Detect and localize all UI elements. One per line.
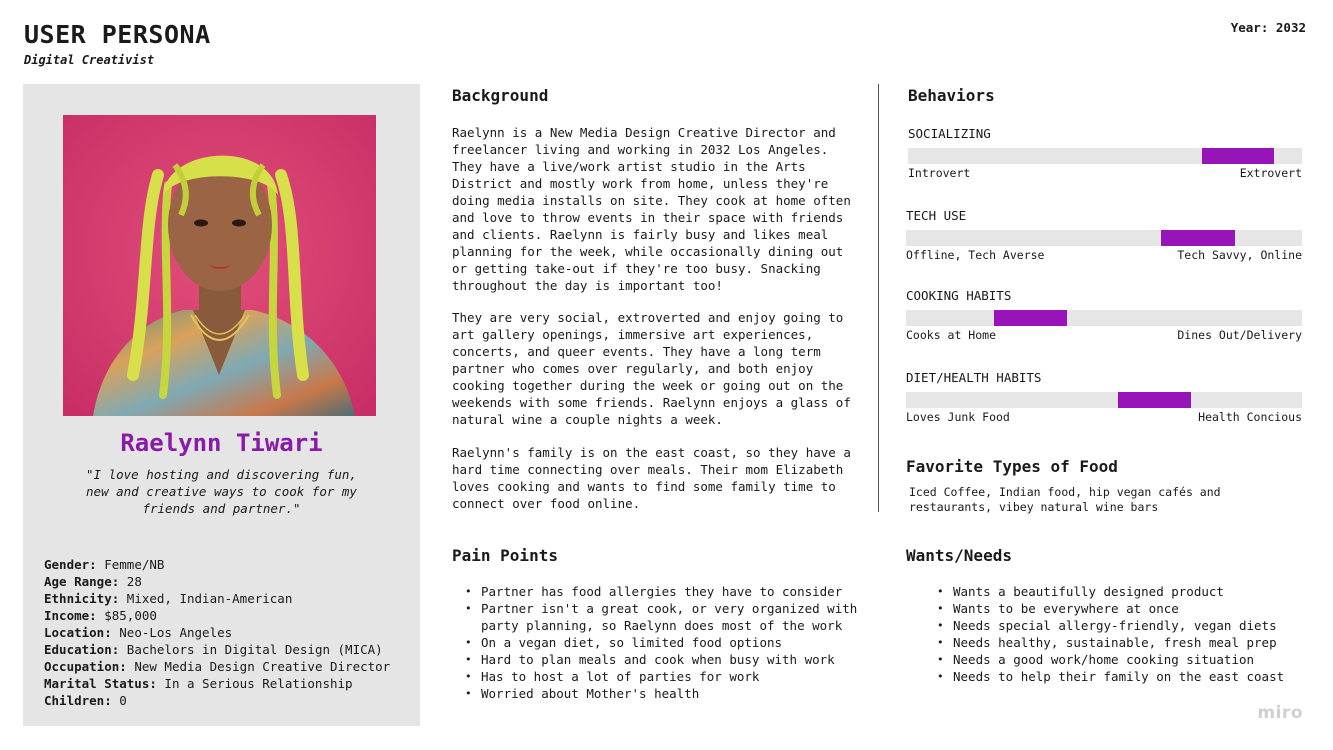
- profile-panel: [23, 84, 420, 726]
- wants-needs-list: [937, 583, 1317, 685]
- detail-label: Ethnicity:: [44, 591, 120, 606]
- detail-label: Location:: [44, 625, 112, 640]
- column-divider: [878, 84, 879, 512]
- behavior-left-label: Introvert: [908, 166, 971, 180]
- list-item: • Needs to help their family on the east coast: [937, 668, 1317, 685]
- behavior-diet-health-habits: [906, 370, 1302, 424]
- background-paragraph-3: Raelynn's family is on the east coast, so they have a hard time connecting over meals. Their mom Elizabeth loves cooking and wants to find some family time to connect over food online.: [452, 445, 851, 511]
- behavior-fill: [994, 310, 1067, 326]
- persona-photo: [63, 115, 376, 416]
- detail-row: [44, 692, 390, 709]
- list-item: • Has to host a lot of parties for work: [465, 668, 875, 685]
- detail-row: [44, 641, 390, 658]
- list-item: • Hard to plan meals and cook when busy with work: [465, 651, 875, 668]
- detail-row: [44, 556, 390, 573]
- detail-value: 0: [119, 693, 127, 708]
- detail-value: In a Serious Relationship: [164, 676, 353, 691]
- favorite-food-text: Iced Coffee, Indian food, hip vegan cafés and restaurants, vibey natural wine bars: [909, 485, 1221, 514]
- year-label: Year: 2032: [1230, 20, 1306, 35]
- behavior-tech-use: [906, 208, 1302, 262]
- detail-value: Femme/NB: [104, 557, 165, 572]
- wants-needs-heading: Wants/Needs: [906, 546, 1012, 565]
- detail-row: [44, 658, 390, 675]
- behavior-left-label: Cooks at Home: [906, 328, 997, 342]
- list-item: • Needs special allergy-friendly, vegan diets: [937, 617, 1317, 634]
- behavior-left-label: Offline, Tech Averse: [906, 248, 1045, 262]
- pain-points-list: [465, 583, 875, 702]
- favorite-food-heading: Favorite Types of Food: [906, 457, 1118, 476]
- persona-name: Raelynn Tiwari: [120, 429, 323, 457]
- list-item: • Wants to be everywhere at once: [937, 600, 1317, 617]
- behavior-right-label: Tech Savvy, Online: [1177, 248, 1302, 262]
- detail-value: 28: [126, 574, 142, 589]
- detail-value: Bachelors in Digital Design (MICA): [126, 642, 383, 657]
- detail-value: Mixed, Indian-American: [126, 591, 293, 606]
- list-item: • Wants a beautifully designed product: [937, 583, 1317, 600]
- list-item: • On a vegan diet, so limited food options: [465, 634, 875, 651]
- behavior-left-label: Loves Junk Food: [906, 410, 1010, 424]
- behavior-track: [906, 230, 1302, 246]
- behavior-track: [908, 148, 1302, 164]
- detail-value: New Media Design Creative Director: [134, 659, 391, 674]
- persona-portrait-image: [63, 115, 376, 416]
- background-heading: Background: [452, 86, 549, 105]
- detail-row: [44, 573, 390, 590]
- background-paragraph-2: They are very social, extroverted and enjoy going to art gallery openings, immersive art experiences, concerts, and queer events. They have a long term partner who comes over regularly, and both enjoy cooking together during the week or going out on the weekends with some friends. Raelynn enjoys a glass of natural wine a couple nights a week.: [452, 310, 851, 427]
- behavior-socializing: [908, 126, 1302, 180]
- behavior-label: TECH USE: [906, 208, 967, 223]
- behavior-right-label: Health Concious: [1198, 410, 1302, 424]
- detail-label: Marital Status:: [44, 676, 157, 691]
- behavior-label: DIET/HEALTH HABITS: [906, 370, 1042, 385]
- list-item: • Partner has food allergies they have to consider: [465, 583, 875, 600]
- behavior-label: SOCIALIZING: [908, 126, 991, 141]
- list-item: • Worried about Mother's health: [465, 685, 875, 702]
- page-title: USER PERSONA: [24, 20, 211, 49]
- detail-label: Children:: [44, 693, 112, 708]
- behavior-label: COOKING HABITS: [906, 288, 1012, 303]
- behavior-fill: [1161, 230, 1234, 246]
- list-item: • Needs healthy, sustainable, fresh meal prep: [937, 634, 1317, 651]
- detail-label: Occupation:: [44, 659, 127, 674]
- list-item: • Partner isn't a great cook, or very organized with party planning, so Raelynn does most of the work: [465, 600, 875, 634]
- detail-label: Gender:: [44, 557, 97, 572]
- behavior-right-label: Dines Out/Delivery: [1177, 328, 1302, 342]
- detail-value: $85,000: [104, 608, 157, 623]
- behavior-track: [906, 392, 1302, 408]
- miro-logo: miro: [1257, 703, 1303, 723]
- pain-points-heading: Pain Points: [452, 546, 558, 565]
- detail-label: Age Range:: [44, 574, 120, 589]
- behavior-right-label: Extrovert: [1239, 166, 1302, 180]
- persona-quote: "I love hosting and discovering fun, new and creative ways to cook for my friends and partner.": [86, 467, 357, 516]
- detail-row: [44, 590, 390, 607]
- behavior-fill: [1202, 148, 1275, 164]
- detail-row: [44, 624, 390, 641]
- behavior-fill: [1118, 392, 1191, 408]
- detail-value: Neo-Los Angeles: [119, 625, 233, 640]
- list-item: • Needs a good work/home cooking situation: [937, 651, 1317, 668]
- detail-label: Income:: [44, 608, 97, 623]
- detail-row: [44, 675, 390, 692]
- detail-row: [44, 607, 390, 624]
- page-subtitle: Digital Creativist: [24, 53, 155, 67]
- behavior-track: [906, 310, 1302, 326]
- behavior-cooking-habits: [906, 288, 1302, 342]
- detail-label: Education:: [44, 642, 120, 657]
- background-paragraph-1: Raelynn is a New Media Design Creative Director and freelancer living and working in 2032 Los Angeles. They have a live/work artist studio in the Arts District and mostly work from home, unless they're doing media installs on site. They cook at home often and love to throw events in their space with friends and clients. Raelynn is fairly busy and likes meal planning for the week, while occasionally dining out or getting take-out if they're too busy. Snacking throughout the day is important too!: [452, 125, 851, 293]
- behaviors-heading: Behaviors: [908, 86, 995, 105]
- persona-details: [44, 556, 390, 709]
